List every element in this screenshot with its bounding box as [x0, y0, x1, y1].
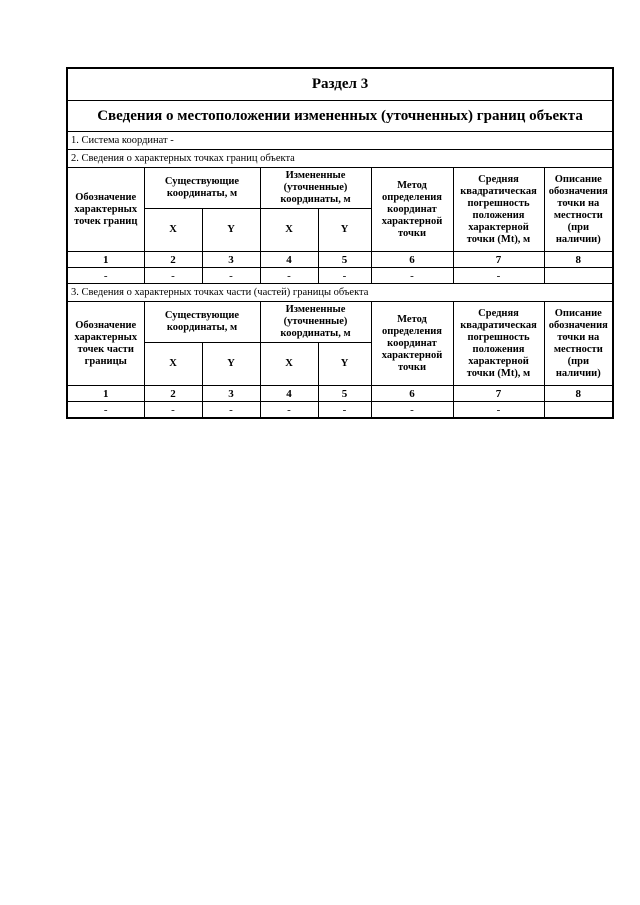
section-table — [66, 67, 614, 419]
table-cell: - — [371, 268, 453, 284]
table-cell: - — [202, 402, 260, 419]
block2-header-changed-y: Y — [318, 343, 371, 386]
block1-header-designation: Обозначение характерных точек границ — [67, 168, 144, 252]
block2-header-error: Средняя квадратическая погрешность положения характерной точки (Mt), м — [453, 302, 544, 386]
column-number: 3 — [202, 252, 260, 268]
table-cell: - — [67, 402, 144, 419]
block2-column-numbers — [67, 386, 613, 402]
block1-header-error: Средняя квадратическая погрешность положения характерной точки (Mt), м — [453, 168, 544, 252]
block2-header-changed: Измененные (уточненные) координаты, м — [260, 302, 371, 343]
column-number: 3 — [202, 386, 260, 402]
block2-header-changed-x: X — [260, 343, 318, 386]
block2-header-existing-x: X — [144, 343, 202, 386]
table-cell — [544, 402, 613, 419]
block2-header-existing: Существующие координаты, м — [144, 302, 260, 343]
table-cell: - — [260, 402, 318, 419]
column-number: 2 — [144, 252, 202, 268]
table-cell: - — [453, 268, 544, 284]
column-number: 4 — [260, 252, 318, 268]
table-row — [67, 268, 613, 284]
table-row — [67, 402, 613, 419]
table-cell: - — [371, 402, 453, 419]
table-cell: - — [144, 402, 202, 419]
column-number: 1 — [67, 386, 144, 402]
table-cell: - — [144, 268, 202, 284]
table-cell: - — [318, 402, 371, 419]
column-number: 4 — [260, 386, 318, 402]
column-number: 2 — [144, 386, 202, 402]
block2-header-description: Описание обозначения точки на местности (при наличии) — [544, 302, 613, 386]
table-cell — [544, 268, 613, 284]
table-cell: - — [260, 268, 318, 284]
section-title: Раздел 3 — [67, 68, 613, 101]
block1-header-changed-x: X — [260, 209, 318, 252]
document-sheet — [66, 67, 612, 419]
column-number: 5 — [318, 386, 371, 402]
table-cell: - — [453, 402, 544, 419]
block2-header-designation: Обозначение характерных точек части границы — [67, 302, 144, 386]
table-cell: - — [318, 268, 371, 284]
table-cell: - — [67, 268, 144, 284]
block1-header-existing-x: X — [144, 209, 202, 252]
block1-header-existing-y: Y — [202, 209, 260, 252]
block2-header-existing-y: Y — [202, 343, 260, 386]
block1-caption: 2. Сведения о характерных точках границ объекта — [67, 150, 613, 168]
block1-header-existing: Существующие координаты, м — [144, 168, 260, 209]
column-number: 8 — [544, 386, 613, 402]
block1-column-numbers — [67, 252, 613, 268]
column-number: 1 — [67, 252, 144, 268]
table-cell: - — [202, 268, 260, 284]
block2-header-method: Метод определения координат характерной точки — [371, 302, 453, 386]
block1-header-description: Описание обозначения точки на местности (при наличии) — [544, 168, 613, 252]
block1-header-changed-y: Y — [318, 209, 371, 252]
section-subtitle: Сведения о местоположении измененных (уточненных) границ объекта — [67, 101, 613, 132]
column-number: 5 — [318, 252, 371, 268]
block1-header-changed: Измененные (уточненные) координаты, м — [260, 168, 371, 209]
column-number: 8 — [544, 252, 613, 268]
column-number: 6 — [371, 252, 453, 268]
block2-caption: 3. Сведения о характерных точках части (частей) границы объекта — [67, 284, 613, 302]
column-number: 7 — [453, 386, 544, 402]
column-number: 6 — [371, 386, 453, 402]
column-number: 7 — [453, 252, 544, 268]
block1-header-method: Метод определения координат характерной точки — [371, 168, 453, 252]
coordinate-system-line: 1. Система координат - — [67, 132, 613, 150]
